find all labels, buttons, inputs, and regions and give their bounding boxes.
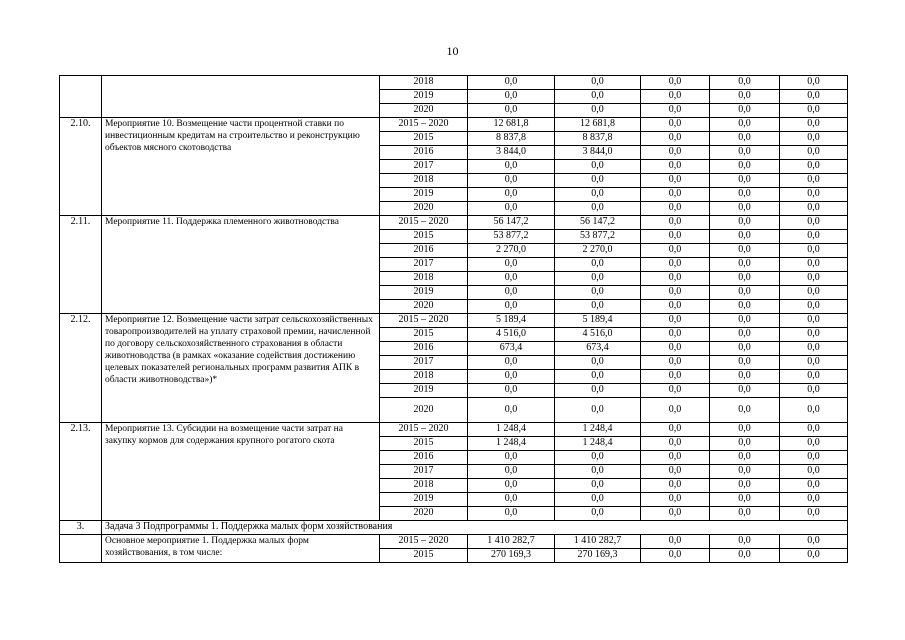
value-cell: 0,0 <box>641 272 710 286</box>
value-cell: 0,0 <box>780 356 848 370</box>
table-row <box>60 423 848 437</box>
value-cell: 0,0 <box>555 76 641 90</box>
value-cell: 0,0 <box>641 188 710 202</box>
value-cell: 0,0 <box>641 230 710 244</box>
value-cell: 0,0 <box>710 146 780 160</box>
value-cell: 0,0 <box>641 479 710 493</box>
year-cell: 2015 – 2020 <box>380 314 468 328</box>
value-cell: 0,0 <box>468 272 555 286</box>
value-cell: 0,0 <box>468 356 555 370</box>
value-cell: 0,0 <box>555 202 641 216</box>
value-cell: 0,0 <box>710 188 780 202</box>
value-cell: 53 877,2 <box>468 230 555 244</box>
year-cell: 2017 <box>380 465 468 479</box>
value-cell: 0,0 <box>780 76 848 90</box>
value-cell: 0,0 <box>780 174 848 188</box>
value-cell: 2 270,0 <box>468 244 555 258</box>
item-number: 2.13. <box>60 423 102 521</box>
value-cell: 0,0 <box>780 90 848 104</box>
item-name: Мероприятие 11. Поддержка племенного животноводства <box>102 216 380 314</box>
year-cell: 2018 <box>380 272 468 286</box>
year-cell: 2015 – 2020 <box>380 423 468 437</box>
value-cell: 0,0 <box>710 258 780 272</box>
value-cell: 0,0 <box>468 286 555 300</box>
value-cell: 0,0 <box>468 398 555 423</box>
value-cell: 0,0 <box>641 286 710 300</box>
value-cell: 0,0 <box>710 174 780 188</box>
value-cell: 0,0 <box>780 549 848 563</box>
value-cell: 0,0 <box>780 451 848 465</box>
value-cell: 0,0 <box>710 465 780 479</box>
value-cell: 0,0 <box>468 76 555 90</box>
value-cell: 0,0 <box>710 286 780 300</box>
value-cell: 0,0 <box>780 342 848 356</box>
year-cell: 2015 – 2020 <box>380 118 468 132</box>
item-number: 2.11. <box>60 216 102 314</box>
value-cell: 0,0 <box>555 356 641 370</box>
value-cell: 0,0 <box>641 493 710 507</box>
value-cell: 0,0 <box>555 300 641 314</box>
value-cell: 0,0 <box>710 230 780 244</box>
value-cell: 5 189,4 <box>555 314 641 328</box>
value-cell: 0,0 <box>710 202 780 216</box>
value-cell: 0,0 <box>555 465 641 479</box>
value-cell: 0,0 <box>780 216 848 230</box>
value-cell: 0,0 <box>780 328 848 342</box>
value-cell: 0,0 <box>468 507 555 521</box>
value-cell: 0,0 <box>555 174 641 188</box>
value-cell: 0,0 <box>641 118 710 132</box>
value-cell: 0,0 <box>710 76 780 90</box>
value-cell: 4 516,0 <box>468 328 555 342</box>
year-cell: 2020 <box>380 507 468 521</box>
value-cell: 12 681,8 <box>555 118 641 132</box>
value-cell: 0,0 <box>468 465 555 479</box>
value-cell: 0,0 <box>710 398 780 423</box>
value-cell: 0,0 <box>555 188 641 202</box>
value-cell: 0,0 <box>641 507 710 521</box>
value-cell: 0,0 <box>555 160 641 174</box>
value-cell: 0,0 <box>780 370 848 384</box>
year-cell: 2015 <box>380 230 468 244</box>
value-cell: 0,0 <box>710 423 780 437</box>
value-cell: 53 877,2 <box>555 230 641 244</box>
value-cell: 0,0 <box>780 535 848 549</box>
value-cell: 0,0 <box>710 244 780 258</box>
year-cell: 2016 <box>380 146 468 160</box>
num-cell <box>60 535 102 563</box>
table-body <box>60 76 848 563</box>
value-cell: 0,0 <box>641 314 710 328</box>
table-row <box>60 535 848 549</box>
year-cell: 2020 <box>380 300 468 314</box>
value-cell: 1 410 282,7 <box>555 535 641 549</box>
value-cell: 0,0 <box>710 493 780 507</box>
value-cell: 0,0 <box>780 479 848 493</box>
value-cell: 0,0 <box>641 549 710 563</box>
value-cell: 0,0 <box>468 202 555 216</box>
year-cell: 2019 <box>380 384 468 398</box>
item-name: Мероприятие 13. Субсидии на возмещение части затрат на закупку кормов для содержания крупного рогатого скота <box>102 423 380 521</box>
year-cell: 2020 <box>380 202 468 216</box>
value-cell: 0,0 <box>780 398 848 423</box>
value-cell: 2 270,0 <box>555 244 641 258</box>
value-cell: 0,0 <box>780 437 848 451</box>
value-cell: 0,0 <box>710 437 780 451</box>
value-cell: 0,0 <box>468 370 555 384</box>
value-cell: 0,0 <box>555 507 641 521</box>
value-cell: 5 189,4 <box>468 314 555 328</box>
value-cell: 0,0 <box>641 104 710 118</box>
page-number: 10 <box>446 44 459 58</box>
value-cell: 0,0 <box>641 384 710 398</box>
value-cell: 0,0 <box>710 479 780 493</box>
value-cell: 0,0 <box>641 370 710 384</box>
value-cell: 0,0 <box>710 384 780 398</box>
item-name: Мероприятие 12. Возмещение части затрат сельскохозяйственных товаропроизводителей на уплату страховой премии, начисленной по договору сельскохозяйственного страхования в области животноводства (в рамках «оказание содействия достижению целевых показателей региональных программ развития АПК в области животноводства»)* <box>102 314 380 423</box>
value-cell: 0,0 <box>641 465 710 479</box>
table-row <box>60 314 848 328</box>
value-cell: 0,0 <box>780 230 848 244</box>
value-cell: 0,0 <box>555 104 641 118</box>
value-cell: 0,0 <box>641 535 710 549</box>
value-cell: 0,0 <box>710 314 780 328</box>
value-cell: 0,0 <box>641 76 710 90</box>
num-cell <box>60 76 102 118</box>
value-cell: 0,0 <box>710 451 780 465</box>
value-cell: 270 169,3 <box>468 549 555 563</box>
value-cell: 0,0 <box>555 384 641 398</box>
year-cell: 2015 <box>380 132 468 146</box>
value-cell: 0,0 <box>780 272 848 286</box>
value-cell: 0,0 <box>641 90 710 104</box>
year-cell: 2018 <box>380 370 468 384</box>
value-cell: 0,0 <box>780 493 848 507</box>
value-cell: 0,0 <box>468 104 555 118</box>
table-row <box>60 216 848 230</box>
year-cell: 2018 <box>380 174 468 188</box>
value-cell: 1 410 282,7 <box>468 535 555 549</box>
value-cell: 0,0 <box>641 258 710 272</box>
value-cell: 0,0 <box>641 160 710 174</box>
value-cell: 0,0 <box>641 132 710 146</box>
value-cell: 0,0 <box>555 479 641 493</box>
value-cell: 0,0 <box>780 300 848 314</box>
value-cell: 0,0 <box>710 535 780 549</box>
value-cell: 0,0 <box>780 423 848 437</box>
value-cell: 56 147,2 <box>468 216 555 230</box>
value-cell: 0,0 <box>641 244 710 258</box>
value-cell: 0,0 <box>468 300 555 314</box>
value-cell: 56 147,2 <box>555 216 641 230</box>
value-cell: 0,0 <box>710 370 780 384</box>
value-cell: 0,0 <box>468 188 555 202</box>
value-cell: 0,0 <box>710 118 780 132</box>
year-cell: 2015 <box>380 549 468 563</box>
value-cell: 0,0 <box>641 451 710 465</box>
item-number: 2.10. <box>60 118 102 216</box>
value-cell: 0,0 <box>641 356 710 370</box>
value-cell: 0,0 <box>555 398 641 423</box>
value-cell: 0,0 <box>780 258 848 272</box>
table-row <box>60 76 848 90</box>
value-cell: 0,0 <box>468 90 555 104</box>
value-cell: 0,0 <box>468 451 555 465</box>
year-cell: 2017 <box>380 258 468 272</box>
value-cell: 0,0 <box>710 90 780 104</box>
value-cell: 0,0 <box>641 202 710 216</box>
value-cell: 0,0 <box>555 286 641 300</box>
value-cell: 0,0 <box>710 272 780 286</box>
name-cell <box>102 76 380 118</box>
value-cell: 0,0 <box>641 423 710 437</box>
value-cell: 0,0 <box>468 479 555 493</box>
value-cell: 270 169,3 <box>555 549 641 563</box>
year-cell: 2017 <box>380 356 468 370</box>
year-cell: 2016 <box>380 244 468 258</box>
year-cell: 2020 <box>380 398 468 423</box>
value-cell: 8 837,8 <box>555 132 641 146</box>
value-cell: 1 248,4 <box>555 437 641 451</box>
value-cell: 0,0 <box>641 300 710 314</box>
value-cell: 0,0 <box>780 202 848 216</box>
item-number: 2.12. <box>60 314 102 423</box>
value-cell: 0,0 <box>468 384 555 398</box>
value-cell: 12 681,8 <box>468 118 555 132</box>
year-cell: 2019 <box>380 188 468 202</box>
value-cell: 0,0 <box>468 258 555 272</box>
value-cell: 0,0 <box>710 507 780 521</box>
value-cell: 0,0 <box>555 272 641 286</box>
value-cell: 0,0 <box>780 132 848 146</box>
value-cell: 0,0 <box>641 342 710 356</box>
year-cell: 2019 <box>380 286 468 300</box>
task-title: Задача 3 Подпрограммы 1. Поддержка малых форм хозяйствования <box>102 521 848 535</box>
year-cell: 2018 <box>380 479 468 493</box>
table-row <box>60 118 848 132</box>
value-cell: 0,0 <box>710 300 780 314</box>
value-cell: 673,4 <box>468 342 555 356</box>
value-cell: 0,0 <box>641 398 710 423</box>
year-cell: 2019 <box>380 90 468 104</box>
value-cell: 0,0 <box>641 216 710 230</box>
year-cell: 2017 <box>380 160 468 174</box>
value-cell: 0,0 <box>468 174 555 188</box>
value-cell: 0,0 <box>780 465 848 479</box>
value-cell: 3 844,0 <box>468 146 555 160</box>
value-cell: 0,0 <box>780 384 848 398</box>
value-cell: 0,0 <box>710 549 780 563</box>
value-cell: 0,0 <box>641 437 710 451</box>
year-cell: 2015 <box>380 328 468 342</box>
value-cell: 0,0 <box>641 146 710 160</box>
value-cell: 0,0 <box>780 146 848 160</box>
value-cell: 0,0 <box>710 342 780 356</box>
value-cell: 673,4 <box>555 342 641 356</box>
value-cell: 0,0 <box>710 216 780 230</box>
value-cell: 4 516,0 <box>555 328 641 342</box>
value-cell: 0,0 <box>710 160 780 174</box>
value-cell: 0,0 <box>780 314 848 328</box>
value-cell: 1 248,4 <box>555 423 641 437</box>
value-cell: 0,0 <box>468 493 555 507</box>
year-cell: 2019 <box>380 493 468 507</box>
value-cell: 0,0 <box>555 493 641 507</box>
value-cell: 0,0 <box>780 160 848 174</box>
value-cell: 0,0 <box>710 328 780 342</box>
task-number: 3. <box>60 521 102 535</box>
value-cell: 0,0 <box>555 370 641 384</box>
value-cell: 1 248,4 <box>468 437 555 451</box>
year-cell: 2015 – 2020 <box>380 216 468 230</box>
value-cell: 0,0 <box>641 328 710 342</box>
main-event-name: Основное мероприятие 1. Поддержка малых форм хозяйствования, в том числе: <box>102 535 380 563</box>
year-cell: 2016 <box>380 342 468 356</box>
year-cell: 2018 <box>380 76 468 90</box>
value-cell: 0,0 <box>710 104 780 118</box>
value-cell: 0,0 <box>555 451 641 465</box>
value-cell: 0,0 <box>780 188 848 202</box>
year-cell: 2016 <box>380 451 468 465</box>
value-cell: 1 248,4 <box>468 423 555 437</box>
value-cell: 0,0 <box>710 132 780 146</box>
year-cell: 2015 – 2020 <box>380 535 468 549</box>
value-cell: 3 844,0 <box>555 146 641 160</box>
value-cell: 0,0 <box>780 286 848 300</box>
value-cell: 0,0 <box>468 160 555 174</box>
value-cell: 0,0 <box>555 258 641 272</box>
value-cell: 0,0 <box>780 507 848 521</box>
year-cell: 2020 <box>380 104 468 118</box>
value-cell: 0,0 <box>780 244 848 258</box>
task-row <box>60 521 848 535</box>
value-cell: 0,0 <box>710 356 780 370</box>
value-cell: 0,0 <box>555 90 641 104</box>
value-cell: 0,0 <box>780 104 848 118</box>
value-cell: 8 837,8 <box>468 132 555 146</box>
year-cell: 2015 <box>380 437 468 451</box>
item-name: Мероприятие 10. Возмещение части процентной ставки по инвестиционным кредитам на строительство и реконструкцию объектов мясного скотоводства <box>102 118 380 216</box>
value-cell: 0,0 <box>780 118 848 132</box>
value-cell: 0,0 <box>641 174 710 188</box>
budget-table <box>59 75 848 563</box>
